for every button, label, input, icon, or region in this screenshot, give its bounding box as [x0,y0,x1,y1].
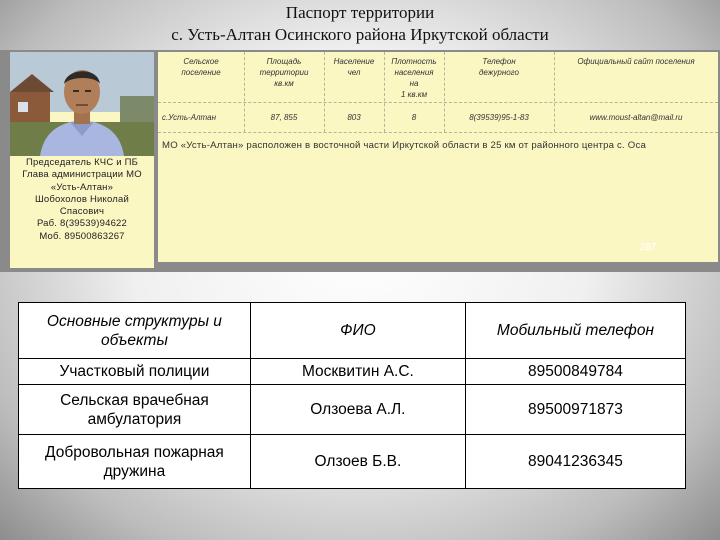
header-mobile: Мобильный телефон [465,303,685,359]
value-website: www.moust-altan@mail.ru [589,113,683,122]
header-line: Плотность [391,57,437,66]
caption-line: Шобохолов Николай [35,193,129,205]
cell-phone: 89500971873 [465,385,685,435]
table-header-row [19,303,686,359]
header-line: 1 кв.км [400,90,428,99]
header-line: поселение [181,68,221,77]
header-line: Площадь [266,57,302,66]
value-density: 8 [411,113,417,122]
contacts-table [18,302,686,489]
header-structures: Основные структуры и объекты [19,303,251,359]
header-line: чел [347,68,361,77]
title-line-1: Паспорт территории [285,3,435,22]
column-header-density [384,56,444,100]
table-row [19,385,686,435]
column-header-area [244,56,324,89]
territory-description: МО «Усть-Алтан» расположен в восточной части Иркутской области в 25 км от районного центра с. Оса [162,140,646,151]
caption-line: Раб. 8(39539)94622 [36,218,128,230]
page-title [0,2,720,46]
header-line: кв.км [274,79,294,88]
head-person-caption [10,157,154,243]
header-line: Телефон [482,57,516,66]
territory-info-table [158,52,718,262]
caption-line: Глава администрации МО [22,169,142,181]
header-line: Официальный сайт поселения [577,57,695,66]
cell-fio: Олзоева А.Л. [250,385,465,435]
caption-line: Председатель КЧС и ПБ [25,157,139,168]
column-header-duty-phone [444,56,554,78]
portrait-photo-icon [10,52,154,156]
header-fio: ФИО [250,303,465,359]
header-line: территории [259,68,309,77]
table-row [19,435,686,489]
column-header-website [554,56,718,67]
header-line: Население [333,57,375,66]
table-row [19,359,686,385]
value-settlement: с.Усть-Алтан [162,113,216,122]
caption-line: Моб. 89500863267 [39,230,125,242]
row-divider [158,132,718,133]
page-number: 287 [639,242,657,253]
caption-line: «Усть-Алтан» [50,181,114,193]
title-line-2: с. Усть-Алтан Осинского района Иркутской области [171,25,549,44]
header-line: на [409,79,419,88]
cell-structure: Добровольная пожарная дружина [19,435,251,489]
column-header-population [324,56,384,78]
cell-phone: 89500849784 [465,359,685,385]
header-line: дежурного [479,68,519,77]
cell-fio: Олзоев Б.В. [250,435,465,489]
cell-phone: 89041236345 [465,435,685,489]
cell-structure: Сельская врачебная амбулатория [19,385,251,435]
header-line: населения [394,68,434,77]
column-header-settlement [158,56,244,78]
cell-structure: Участковый полиции [19,359,251,385]
row-divider [158,102,718,103]
value-duty-phone: 8(39539)95-1-83 [469,113,529,122]
header-line: Сельское [183,57,219,66]
value-area: 87, 855 [270,113,298,122]
value-population: 803 [347,113,361,122]
cell-fio: Москвитин А.С. [250,359,465,385]
caption-line: Спасович [59,206,105,218]
